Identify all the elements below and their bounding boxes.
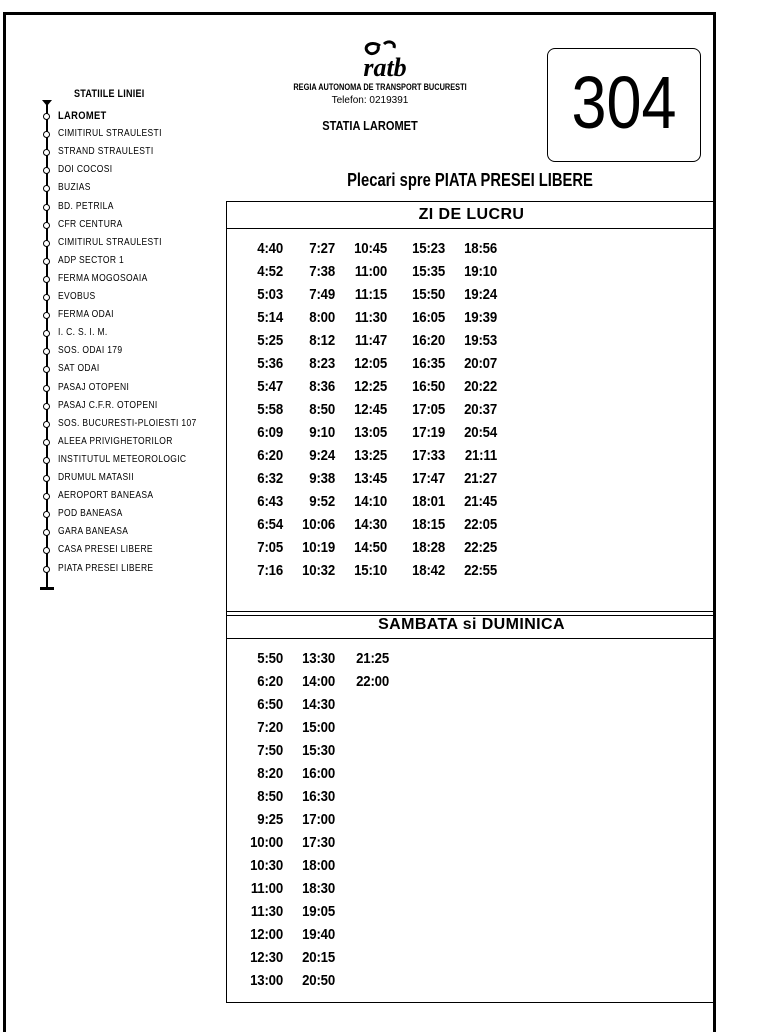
departure-time: 6:20 <box>257 673 283 690</box>
departure-time: 12:25 <box>354 378 387 395</box>
departure-time: 16:30 <box>302 788 335 805</box>
stations-title: STATIILE LINIEI <box>74 88 145 100</box>
departure-time: 8:00 <box>309 309 335 326</box>
station-item <box>0 454 230 472</box>
departure-time: 17:30 <box>302 834 335 851</box>
departure-time: 6:20 <box>257 447 283 464</box>
weekend-column <box>223 650 283 995</box>
station-item <box>0 327 230 345</box>
departure-time: 21:25 <box>356 650 389 667</box>
weekday-column <box>437 240 497 585</box>
station-item <box>0 472 230 490</box>
station-dot-icon <box>43 493 50 500</box>
departure-time: 8:20 <box>257 765 283 782</box>
station-name: I. C. S. I. M. <box>58 327 108 339</box>
station-item <box>0 201 230 219</box>
departure-time: 6:43 <box>257 493 283 510</box>
departure-time: 21:27 <box>464 470 497 487</box>
weekday-column <box>385 240 445 585</box>
station-dot-icon <box>43 149 50 156</box>
line-number: 304 <box>571 61 677 144</box>
station-dot-icon <box>43 385 50 392</box>
station-dot-icon <box>43 312 50 319</box>
station-item <box>0 436 230 454</box>
departure-time: 11:30 <box>250 903 283 920</box>
departure-time: 8:50 <box>257 788 283 805</box>
departure-time: 18:42 <box>412 562 445 579</box>
departure-time: 4:40 <box>257 240 283 257</box>
station-name: LAROMET <box>58 110 107 122</box>
departure-time: 13:30 <box>302 650 335 667</box>
departure-time: 20:22 <box>464 378 497 395</box>
departure-time: 12:30 <box>250 949 283 966</box>
departure-time: 7:16 <box>257 562 283 579</box>
station-item <box>0 382 230 400</box>
station-dot-icon <box>43 366 50 373</box>
station-dot-icon <box>43 222 50 229</box>
station-dot-icon <box>43 439 50 446</box>
departure-time: 19:05 <box>302 903 335 920</box>
station-name: ADP SECTOR 1 <box>58 254 125 266</box>
departure-time: 16:35 <box>412 355 445 372</box>
departure-time: 11:47 <box>354 332 387 349</box>
station-item <box>0 345 230 363</box>
departure-time: 6:09 <box>257 424 283 441</box>
station-dot-icon <box>43 113 50 120</box>
departure-time: 16:20 <box>412 332 445 349</box>
departure-time: 20:15 <box>302 949 335 966</box>
departure-time: 13:25 <box>354 447 387 464</box>
station-item <box>0 309 230 327</box>
weekday-schedule-title: ZI DE LUCRU <box>227 202 716 229</box>
station-item <box>0 237 230 255</box>
departure-time: 18:28 <box>412 539 445 556</box>
departure-time: 18:30 <box>302 880 335 897</box>
station-dot-icon <box>43 457 50 464</box>
departure-time: 5:58 <box>257 401 283 418</box>
station-dot-icon <box>43 276 50 283</box>
departure-time: 11:15 <box>354 286 387 303</box>
station-dot-icon <box>43 403 50 410</box>
station-dot-icon <box>43 529 50 536</box>
route-end-marker <box>40 587 54 590</box>
station-item <box>0 273 230 291</box>
departure-time: 13:45 <box>354 470 387 487</box>
departure-time: 9:38 <box>309 470 335 487</box>
station-name: BD. PETRILA <box>58 200 114 212</box>
departure-time: 22:00 <box>356 673 389 690</box>
station-item <box>0 291 230 309</box>
departure-time: 13:00 <box>250 972 283 989</box>
departure-time: 6:54 <box>257 516 283 533</box>
departure-time: 18:00 <box>302 857 335 874</box>
weekend-column <box>275 650 335 995</box>
departure-time: 16:05 <box>412 309 445 326</box>
departure-time: 10:45 <box>354 240 387 257</box>
departure-time: 10:00 <box>250 834 283 851</box>
departure-time: 22:55 <box>464 562 497 579</box>
departure-time: 10:19 <box>302 539 335 556</box>
weekday-column <box>223 240 283 585</box>
station-item <box>0 182 230 200</box>
station-item <box>0 544 230 562</box>
departure-time: 19:39 <box>464 309 497 326</box>
departure-time: 5:47 <box>257 378 283 395</box>
departure-time: 13:05 <box>354 424 387 441</box>
departure-time: 15:10 <box>354 562 387 579</box>
stop-name: STATIA LAROMET <box>322 118 418 133</box>
departure-time: 20:50 <box>302 972 335 989</box>
station-item <box>0 363 230 381</box>
departure-time: 11:00 <box>354 263 387 280</box>
station-dot-icon <box>43 204 50 211</box>
station-item <box>0 508 230 526</box>
station-item <box>0 490 230 508</box>
departure-time: 18:56 <box>464 240 497 257</box>
departure-time: 12:05 <box>354 355 387 372</box>
station-item <box>0 563 230 581</box>
station-dot-icon <box>43 167 50 174</box>
station-name: PASAJ OTOPENI <box>58 381 130 393</box>
weekend-column <box>329 650 389 696</box>
station-dot-icon <box>43 185 50 192</box>
station-dot-icon <box>43 330 50 337</box>
departure-time: 11:30 <box>354 309 387 326</box>
departure-time: 17:33 <box>412 447 445 464</box>
station-name: AEROPORT BANEASA <box>58 490 154 502</box>
station-dot-icon <box>43 131 50 138</box>
departure-time: 19:40 <box>302 926 335 943</box>
departure-time: 19:10 <box>464 263 497 280</box>
departure-time: 7:05 <box>257 539 283 556</box>
station-dot-icon <box>43 566 50 573</box>
departure-time: 8:50 <box>309 401 335 418</box>
organization-name: REGIA AUTONOMA DE TRANSPORT BUCURESTI <box>293 82 467 92</box>
departure-time: 14:30 <box>302 696 335 713</box>
weekend-schedule-title: SAMBATA si DUMINICA <box>227 612 716 639</box>
departure-time: 18:15 <box>412 516 445 533</box>
weekday-schedule <box>226 201 716 616</box>
departure-time: 16:50 <box>412 378 445 395</box>
station-dot-icon <box>43 421 50 428</box>
weekday-column <box>327 240 387 585</box>
departure-time: 15:23 <box>412 240 445 257</box>
station-name: PASAJ C.F.R. OTOPENI <box>58 399 158 411</box>
departure-time: 17:19 <box>412 424 445 441</box>
station-name: POD BANEASA <box>58 508 123 520</box>
departure-time: 22:25 <box>464 539 497 556</box>
station-name: SOS. BUCURESTI-PLOIESTI 107 <box>58 417 197 429</box>
departure-time: 10:32 <box>302 562 335 579</box>
departure-time: 7:50 <box>257 742 283 759</box>
ratb-logo <box>350 40 420 80</box>
departure-time: 14:10 <box>354 493 387 510</box>
departure-time: 12:00 <box>250 926 283 943</box>
station-item <box>0 219 230 237</box>
station-name: INSTITUTUL METEOROLOGIC <box>58 453 187 465</box>
departure-time: 4:52 <box>257 263 283 280</box>
station-item <box>0 400 230 418</box>
station-name: CIMITIRUL STRAULESTI <box>58 128 162 140</box>
station-name: ALEEA PRIVIGHETORILOR <box>58 435 173 447</box>
station-name: CASA PRESEI LIBERE <box>58 544 153 556</box>
departure-time: 6:50 <box>257 696 283 713</box>
station-name: FERMA ODAI <box>58 309 114 321</box>
departure-time: 8:12 <box>309 332 335 349</box>
station-item <box>0 128 230 146</box>
departure-time: 15:35 <box>412 263 445 280</box>
line-number-box <box>547 48 701 162</box>
departure-time: 15:30 <box>302 742 335 759</box>
departure-time: 19:24 <box>464 286 497 303</box>
departure-time: 14:30 <box>354 516 387 533</box>
departure-time: 7:20 <box>257 719 283 736</box>
station-name: SOS. ODAI 179 <box>58 345 123 357</box>
departure-time: 18:01 <box>412 493 445 510</box>
departure-time: 9:10 <box>309 424 335 441</box>
departure-time: 21:45 <box>464 493 497 510</box>
departure-time: 11:00 <box>250 880 283 897</box>
departure-time: 9:25 <box>257 811 283 828</box>
station-item <box>0 164 230 182</box>
station-name: CIMITIRUL STRAULESTI <box>58 236 162 248</box>
station-name: EVOBUS <box>58 291 96 302</box>
weekend-schedule <box>226 611 716 1003</box>
departure-time: 7:38 <box>309 263 335 280</box>
departure-time: 14:00 <box>302 673 335 690</box>
station-name: DRUMUL MATASII <box>58 472 134 483</box>
weekday-column <box>275 240 335 585</box>
departure-time: 5:50 <box>257 650 283 667</box>
station-name: GARA BANEASA <box>58 526 129 538</box>
departure-time: 5:14 <box>257 309 283 326</box>
station-item <box>0 255 230 273</box>
departure-time: 5:25 <box>257 332 283 349</box>
station-item <box>0 146 230 164</box>
station-name: STRAND STRAULESTI <box>58 146 154 158</box>
station-name: BUZIAS <box>58 182 91 194</box>
station-item <box>0 418 230 436</box>
departure-time: 8:23 <box>309 355 335 372</box>
departure-time: 15:50 <box>412 286 445 303</box>
departure-time: 19:53 <box>464 332 497 349</box>
direction-title: Plecari spre PIATA PRESEI LIBERE <box>347 170 593 190</box>
station-dot-icon <box>43 258 50 265</box>
departure-time: 5:36 <box>257 355 283 372</box>
station-dot-icon <box>43 475 50 482</box>
logo-text: ratb <box>363 53 407 80</box>
station-name: DOI COCOSI <box>58 164 113 176</box>
departure-time: 12:45 <box>354 401 387 418</box>
departure-time: 17:47 <box>412 470 445 487</box>
station-name: PIATA PRESEI LIBERE <box>58 562 154 574</box>
departure-time: 16:00 <box>302 765 335 782</box>
departure-time: 17:00 <box>302 811 335 828</box>
departure-time: 9:24 <box>309 447 335 464</box>
departure-time: 7:27 <box>309 240 335 257</box>
station-item <box>0 110 230 128</box>
station-dot-icon <box>43 348 50 355</box>
station-item <box>0 526 230 544</box>
departure-time: 6:32 <box>257 470 283 487</box>
station-dot-icon <box>43 547 50 554</box>
departure-time: 14:50 <box>354 539 387 556</box>
station-name: SAT ODAI <box>58 363 100 375</box>
departure-time: 5:03 <box>257 286 283 303</box>
departure-time: 7:49 <box>309 286 335 303</box>
station-dot-icon <box>43 240 50 247</box>
station-dot-icon <box>43 511 50 518</box>
station-name: FERMA MOGOSOAIA <box>58 272 148 284</box>
station-dot-icon <box>43 294 50 301</box>
departure-time: 15:00 <box>302 719 335 736</box>
departure-time: 22:05 <box>464 516 497 533</box>
phone-number: Telefon: 0219391 <box>331 95 409 106</box>
departure-time: 17:05 <box>412 401 445 418</box>
departure-time: 20:07 <box>464 355 497 372</box>
departure-time: 9:52 <box>309 493 335 510</box>
departure-time: 20:37 <box>464 401 497 418</box>
station-name: CFR CENTURA <box>58 218 123 230</box>
departure-time: 20:54 <box>464 424 497 441</box>
departure-time: 10:30 <box>250 857 283 874</box>
departure-time: 10:06 <box>302 516 335 533</box>
departure-time: 8:36 <box>309 378 335 395</box>
departure-time: 21:11 <box>464 447 497 464</box>
